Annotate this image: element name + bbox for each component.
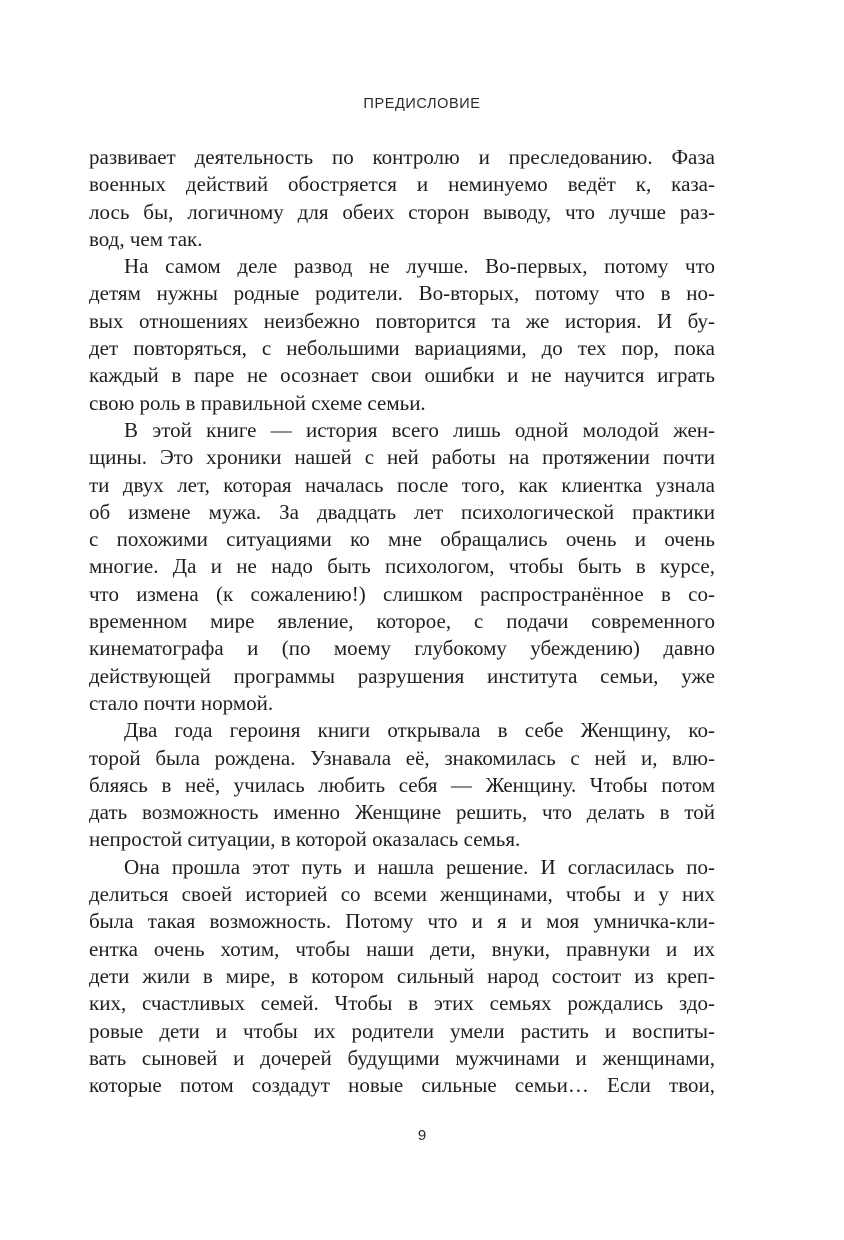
paragraph-2 <box>89 253 715 417</box>
text-line: развивает деятельность по контролю и преследованию. Фаза <box>89 145 715 169</box>
text-line: кинематографа и (по моему глубокому убеждению) давно <box>89 636 715 661</box>
text-line: которые потом создадут новые сильные семьи… Если твои, <box>89 1073 715 1098</box>
text-line: ких, счастливых семей. Чтобы в этих семьях рождались здо- <box>89 991 715 1016</box>
running-header: ПРЕДИСЛОВИЕ <box>363 96 481 112</box>
text-line: была такая возможность. Потому что и я и моя умничка-кли- <box>89 909 715 934</box>
text-line: действующей программы разрушения института семьи, уже <box>89 663 715 688</box>
text-line: многие. Да и не надо быть психологом, чтобы быть в курсе, <box>89 554 715 579</box>
text-line: В этой книге — история всего лишь одной молодой жен- <box>124 417 715 442</box>
text-line: стало почти нормой. <box>89 690 274 715</box>
text-line: что измена (к сожалению!) слишком распространённое в со- <box>89 581 715 606</box>
text-line: об измене мужа. За двадцать лет психологической практики <box>89 499 715 524</box>
text-line: делиться своей историей со всеми женщинами, чтобы и у них <box>89 882 715 907</box>
paragraph-3 <box>89 417 715 717</box>
text-line: вод, чем так. <box>89 226 203 251</box>
text-line: дети жили в мире, в котором сильный народ состоит из креп- <box>89 963 715 988</box>
text-line: непростой ситуации, в которой оказалась семья. <box>89 827 521 852</box>
text-line: ентка очень хотим, чтобы наши дети, внуки, правнуки и их <box>89 936 715 961</box>
text-line: дать возможность именно Женщине решить, что делать в той <box>89 800 715 825</box>
text-line: На самом деле развод не лучше. Во-первых, потому что <box>124 254 715 279</box>
text-line: Она прошла этот путь и нашла решение. И согласилась по- <box>124 854 715 879</box>
paragraph-5 <box>89 854 715 1100</box>
page-number: 9 <box>417 1127 427 1144</box>
text-line: лось бы, логичному для обеих сторон выводу, что лучше раз- <box>89 199 715 224</box>
text-line: вать сыновей и дочерей будущими мужчинами и женщинами, <box>89 1045 715 1070</box>
paragraph-4 <box>89 717 715 853</box>
text-line: военных действий обостряется и неминуемо ведёт к, каза- <box>89 172 715 197</box>
paragraph-1 <box>89 144 715 253</box>
text-line: детям нужны родные родители. Во-вторых, потому что в но- <box>89 281 715 306</box>
text-line: вых отношениях неизбежно повторится та же история. И бу- <box>89 308 715 333</box>
text-line: с похожими ситуациями ко мне обращались очень и очень <box>89 527 715 552</box>
text-line: Два года героиня книги открывала в себе Женщину, ко- <box>124 718 715 743</box>
text-line: бляясь в неё, училась любить себя — Женщину. Чтобы потом <box>89 772 715 797</box>
text-line: дет повторяться, с небольшими вариациями, до тех пор, пока <box>89 336 715 361</box>
body-text <box>89 144 715 1099</box>
text-line: ти двух лет, которая началась после того, как клиентка узнала <box>89 472 715 497</box>
text-line: торой была рождена. Узнавала её, знакомилась с ней и, влю- <box>89 745 715 770</box>
text-line: каждый в паре не осознает свои ошибки и не научится играть <box>89 363 715 388</box>
text-line: свою роль в правильной схеме семьи. <box>89 390 426 415</box>
text-line: ровые дети и чтобы их родители умели растить и воспиты- <box>89 1018 715 1043</box>
text-line: щины. Это хроники нашей с ней работы на протяжении почти <box>89 445 715 470</box>
text-line: временном мире явление, которое, с подачи современного <box>89 609 715 634</box>
